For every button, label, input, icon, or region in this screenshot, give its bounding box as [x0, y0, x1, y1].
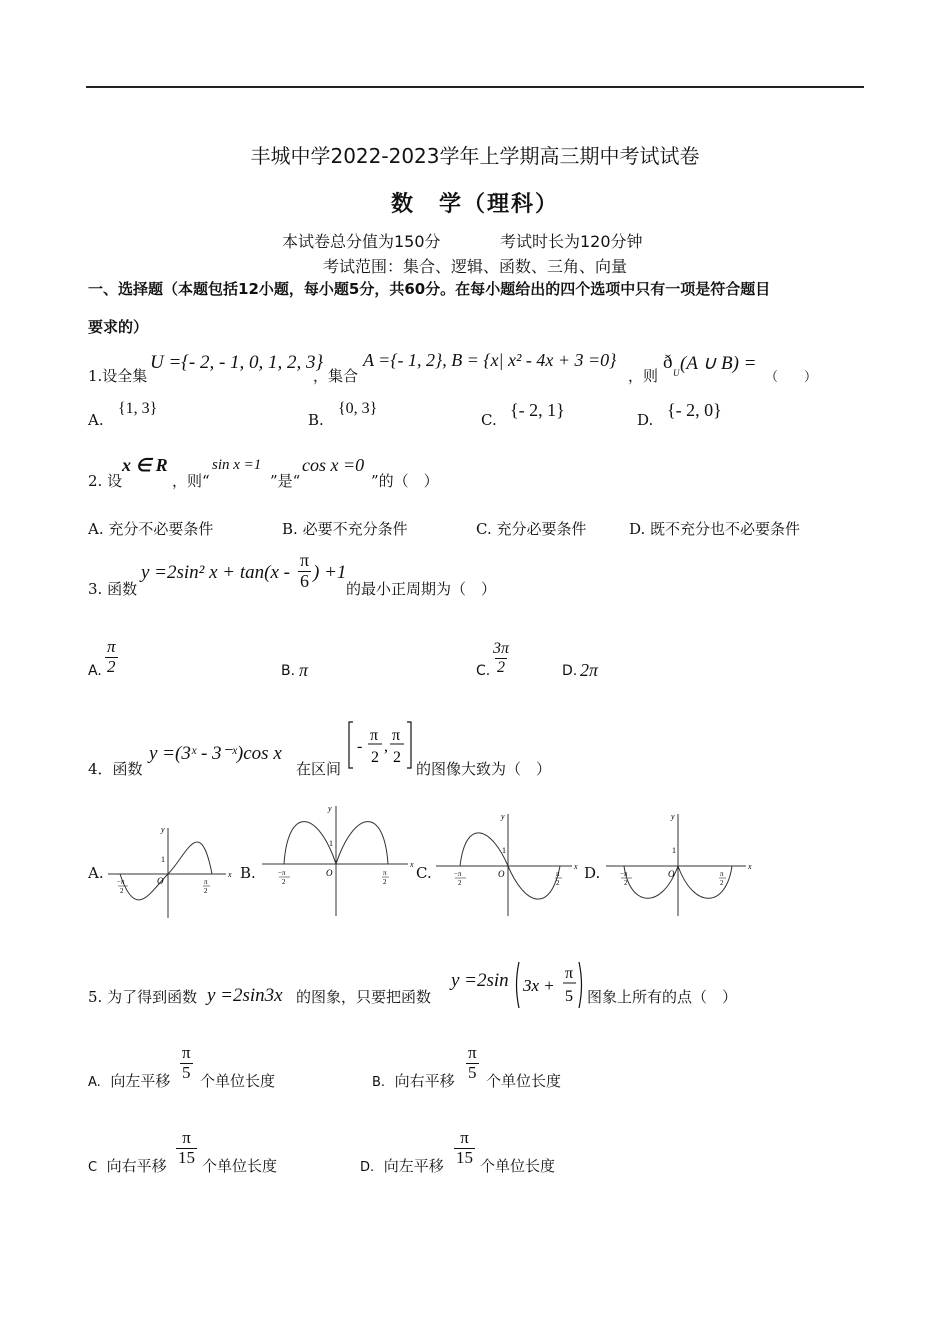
- q5-option-b[interactable]: B. 向右平移: [372, 1072, 455, 1090]
- q2-mid: ”是“: [270, 472, 301, 490]
- q4-option-c-graph[interactable]: [432, 808, 582, 918]
- section-heading: 一、选择题（本题包括12小题，每小题5分，共60分。在每小题给出的四个选项中只有一项是符合题目: [88, 280, 771, 298]
- q4-end: 的图像大致为（ ）: [416, 760, 552, 778]
- q3-option-c[interactable]: $\frac{3\pi}{2}$: [493, 640, 510, 676]
- q4-option-b-label[interactable]: B.: [240, 864, 256, 882]
- q2-option-c[interactable]: C. 充分必要条件: [476, 520, 587, 538]
- q4-interval: [347, 720, 413, 774]
- svg-text:O: O: [157, 876, 164, 886]
- svg-text:x: x: [410, 860, 414, 869]
- q3-fraction: $\frac{\pi}{6}$: [299, 550, 310, 591]
- q5-option-d-fraction: $\frac{\pi}{15}$: [456, 1128, 473, 1167]
- svg-text:O: O: [668, 869, 675, 879]
- q1-option-d[interactable]: {- 2, 0}: [667, 400, 722, 420]
- q3-option-c-label[interactable]: C.: [476, 663, 491, 679]
- q4-option-b-graph[interactable]: [258, 800, 418, 918]
- q3-option-d[interactable]: 2π: [580, 660, 599, 680]
- svg-text:y: y: [328, 804, 332, 813]
- q5-option-d[interactable]: D. 向左平移: [360, 1157, 444, 1175]
- svg-text:x: x: [574, 862, 578, 871]
- q1-prefix: 1.设全集: [88, 367, 148, 385]
- q4-option-d-label[interactable]: D.: [584, 864, 601, 882]
- q1-complement-sub: U: [673, 368, 680, 378]
- svg-text:π: π: [383, 869, 387, 877]
- svg-text:π: π: [392, 727, 401, 744]
- q1-option-b-label[interactable]: B.: [308, 411, 324, 429]
- q3-end: 的最小正周期为（ ）: [346, 580, 497, 598]
- exam-subject: 数 学（理科）: [390, 192, 559, 217]
- svg-text:2: 2: [120, 887, 124, 895]
- q5-mid: 的图象，只要把函数: [296, 988, 432, 1006]
- svg-text:x: x: [228, 870, 232, 879]
- q5-option-c-suffix: 个单位长度: [202, 1157, 278, 1175]
- svg-text:1: 1: [502, 846, 506, 855]
- q2-option-a[interactable]: A. 充分不必要条件: [88, 520, 214, 538]
- q5-option-c[interactable]: C 向右平移: [88, 1157, 167, 1175]
- svg-text:y: y: [161, 825, 165, 834]
- svg-text:2: 2: [458, 879, 462, 887]
- svg-text:2: 2: [282, 878, 286, 886]
- svg-text:2: 2: [720, 879, 724, 887]
- svg-text:O: O: [498, 869, 505, 879]
- svg-text:2: 2: [204, 887, 208, 895]
- svg-text:−π: −π: [620, 870, 628, 878]
- q3-option-a[interactable]: $\frac{\pi}{2}$: [106, 637, 116, 676]
- q2-end: ”的（ ）: [371, 472, 439, 490]
- q5-prefix: 5. 为了得到函数: [88, 988, 198, 1006]
- svg-text:y: y: [501, 812, 505, 821]
- q1-set-U: U ={- 2, - 1, 0, 1, 2, 3}: [150, 352, 324, 373]
- q5-option-b-fraction: $\frac{\pi}{5}$: [467, 1043, 477, 1082]
- svg-text:2: 2: [624, 879, 628, 887]
- q2-option-d[interactable]: D. 既不充分也不必要条件: [629, 520, 801, 538]
- svg-text:−π: −π: [454, 870, 462, 878]
- q1-option-d-label[interactable]: D.: [637, 411, 654, 429]
- q2-statement-p: sin x =1: [212, 457, 262, 473]
- q5-end: 图象上所有的点（ ）: [587, 988, 738, 1006]
- q1-option-c[interactable]: {- 2, 1}: [510, 400, 565, 420]
- exam-title: 丰城中学2022-2023学年上学期高三期中考试试卷: [250, 144, 700, 168]
- q5-option-c-fraction: $\frac{\pi}{15}$: [178, 1128, 195, 1167]
- svg-text:π: π: [204, 878, 208, 886]
- q2-option-b[interactable]: B. 必要不充分条件: [282, 520, 408, 538]
- q1-sets-AB: A ={- 1, 2}, B = {x| x² - 4x + 3 =0}: [363, 350, 617, 370]
- q5-option-b-suffix: 个单位长度: [486, 1072, 562, 1090]
- svg-text:,: ,: [384, 738, 388, 755]
- score-info: 本试卷总分值为150分: [282, 232, 441, 251]
- svg-text:2: 2: [371, 749, 379, 766]
- svg-text:x: x: [748, 862, 752, 871]
- q1-option-c-label[interactable]: C.: [481, 411, 497, 429]
- duration-info: 考试时长为120分钟: [500, 232, 643, 251]
- q2-prefix: 2. 设: [88, 472, 123, 490]
- section-heading-cont: 要求的）: [88, 318, 149, 336]
- q2-then: ，则“: [172, 472, 210, 490]
- q1-option-a-label[interactable]: A.: [88, 411, 104, 429]
- q1-option-b[interactable]: {0, 3}: [338, 400, 378, 417]
- scope-info: 考试范围：集合、逻辑、函数、三角、向量: [322, 257, 627, 276]
- svg-text:2: 2: [393, 749, 401, 766]
- q1-complement-symbol: ð: [663, 352, 673, 373]
- q1-option-a[interactable]: {1, 3}: [118, 400, 158, 417]
- svg-text:O: O: [326, 868, 333, 878]
- q2-condition: x ∈ R: [122, 455, 168, 475]
- svg-text:2: 2: [556, 879, 560, 887]
- q5-option-a[interactable]: A. 向左平移: [88, 1072, 171, 1090]
- svg-text:5: 5: [565, 988, 573, 1005]
- q2-statement-q: cos x =0: [302, 455, 365, 475]
- svg-text:π: π: [370, 727, 379, 744]
- q3-prefix: 3. 函数: [88, 580, 138, 598]
- svg-text:-: -: [357, 738, 363, 755]
- svg-text:π: π: [565, 965, 574, 982]
- q5-argument: [513, 960, 587, 1014]
- q4-prefix: 4．函数: [88, 760, 143, 778]
- q1-expression: (A ∪ B) =: [680, 353, 757, 374]
- svg-text:2: 2: [383, 878, 387, 886]
- svg-text:π: π: [556, 870, 560, 878]
- q4-mid: 在区间: [296, 760, 342, 778]
- q3-option-a-label[interactable]: A.: [88, 663, 102, 679]
- svg-text:−π: −π: [117, 878, 125, 886]
- svg-text:y: y: [671, 812, 675, 821]
- q1-then: ，则: [628, 367, 659, 385]
- svg-text:1: 1: [672, 846, 676, 855]
- q4-option-c-label[interactable]: C.: [416, 864, 432, 882]
- q3-expr-part2: ) +1: [313, 562, 347, 583]
- q3-option-d-label[interactable]: D.: [562, 663, 578, 679]
- q4-option-a-label[interactable]: A.: [88, 864, 104, 882]
- q5-target-function: y =2sin3x: [207, 985, 283, 1006]
- q5-option-a-suffix: 个单位长度: [200, 1072, 276, 1090]
- svg-text:1: 1: [161, 855, 165, 864]
- q1-mid: ，集合: [313, 367, 359, 385]
- q5-source-function: y =2sin: [451, 970, 509, 991]
- svg-text:1: 1: [329, 839, 333, 848]
- q4-option-a-graph[interactable]: [104, 822, 234, 920]
- q3-expr-part1: y =2sin² x + tan(x -: [141, 562, 290, 583]
- q4-function: y =(3ˣ - 3⁻ˣ)cos x: [149, 743, 282, 764]
- q4-option-d-graph[interactable]: [602, 808, 754, 918]
- svg-text:−π: −π: [278, 869, 286, 877]
- header-rule: [86, 86, 864, 88]
- q3-option-b[interactable]: π: [299, 660, 309, 680]
- q5-option-a-fraction: $\frac{\pi}{5}$: [181, 1043, 191, 1082]
- q3-option-b-label[interactable]: B.: [281, 663, 296, 679]
- q1-answer-paren: （ ）: [765, 370, 818, 385]
- svg-text:π: π: [720, 870, 724, 878]
- q5-option-d-suffix: 个单位长度: [480, 1157, 556, 1175]
- svg-text:3x +: 3x +: [523, 976, 555, 995]
